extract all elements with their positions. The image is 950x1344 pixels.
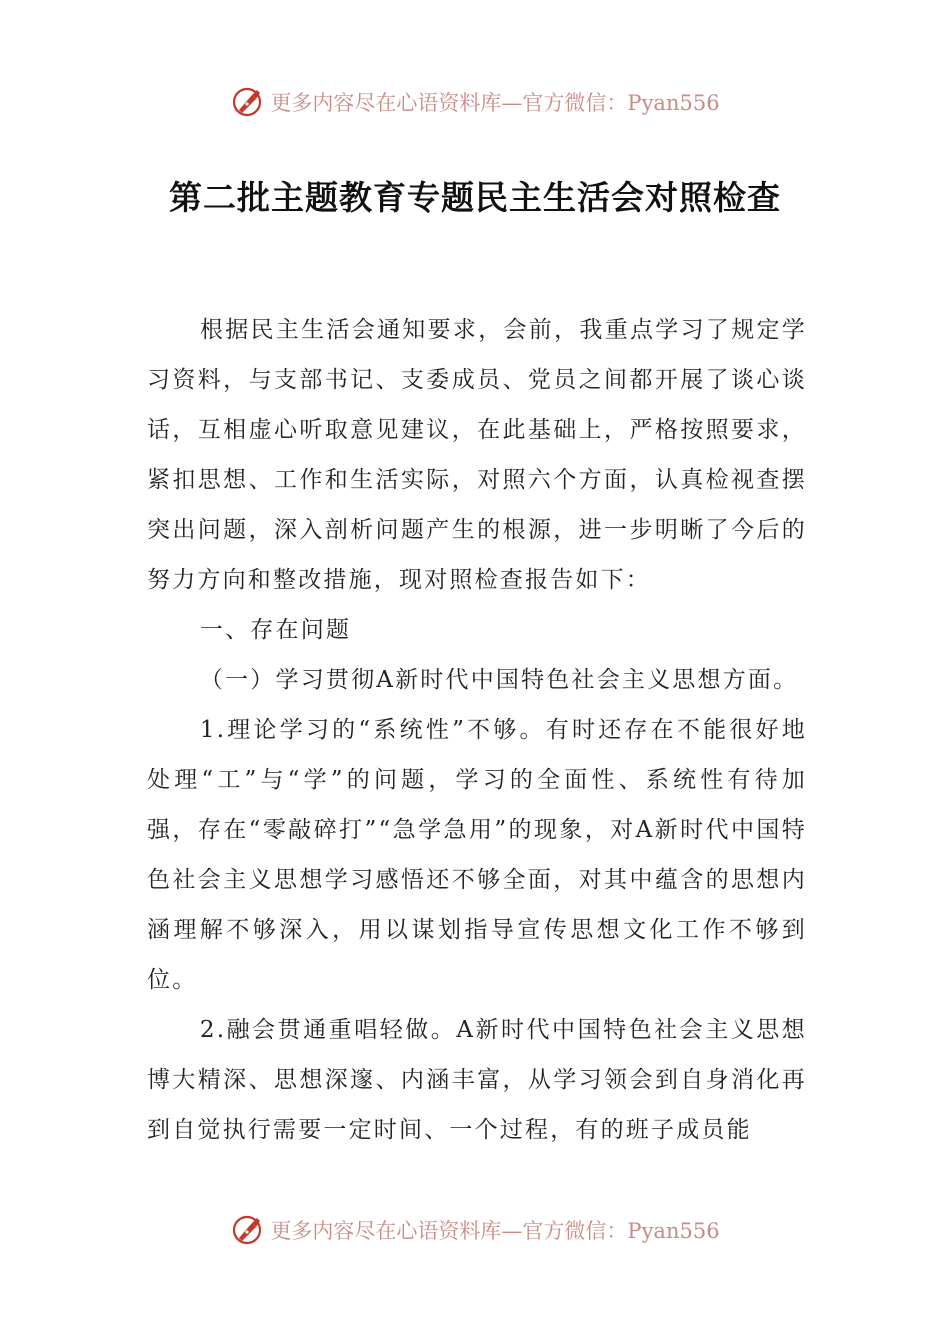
header-watermark <box>0 82 950 122</box>
item-paragraph: 1.理论学习的“系统性”不够。有时还存在不能很好地处理“工”与“学”的问题，学习的全面性、系统性有待加强，存在“零敲碎打”“急学急用”的现象，对A新时代中国特色社会主义思想学习感悟还不够全面，对其中蕴含的思想内涵理解不够深入，用以谋划指导宣传思想文化工作不够到位。 <box>147 717 807 993</box>
subsection-heading: （一）学习贯彻A新时代中国特色社会主义思想方面。 <box>199 667 799 693</box>
intro-paragraph: 根据民主生活会通知要求，会前，我重点学习了规定学习资料，与支部书记、支委成员、党员之间都开展了谈心谈话，互相虚心听取意见建议，在此基础上，严格按照要求，紧扣思想、工作和生活实际，对照六个方面，认真检视查摆突出问题，深入剖析问题产生的根源，进一步明晰了今后的努力方向和整改措施，现对照检查报告如下： <box>147 317 807 593</box>
document-body <box>147 305 807 1155</box>
pen-nib-logo-icon <box>230 85 264 119</box>
section-heading: 一、存在问题 <box>199 617 352 643</box>
footer-watermark <box>0 1210 950 1250</box>
document-title: 第二批主题教育专题民主生活会对照检查 <box>169 178 781 217</box>
watermark-text: 更多内容尽在心语资料库—官方微信：Pyan556 <box>270 1219 720 1243</box>
watermark-text: 更多内容尽在心语资料库—官方微信：Pyan556 <box>270 91 720 115</box>
item-paragraph: 2.融会贯通重唱轻做。A新时代中国特色社会主义思想博大精深、思想深邃、内涵丰富，从学习领会到自身消化再到自觉执行需要一定时间、一个过程，有的班子成员能 <box>147 1017 807 1143</box>
pen-nib-logo-icon <box>230 1213 264 1247</box>
